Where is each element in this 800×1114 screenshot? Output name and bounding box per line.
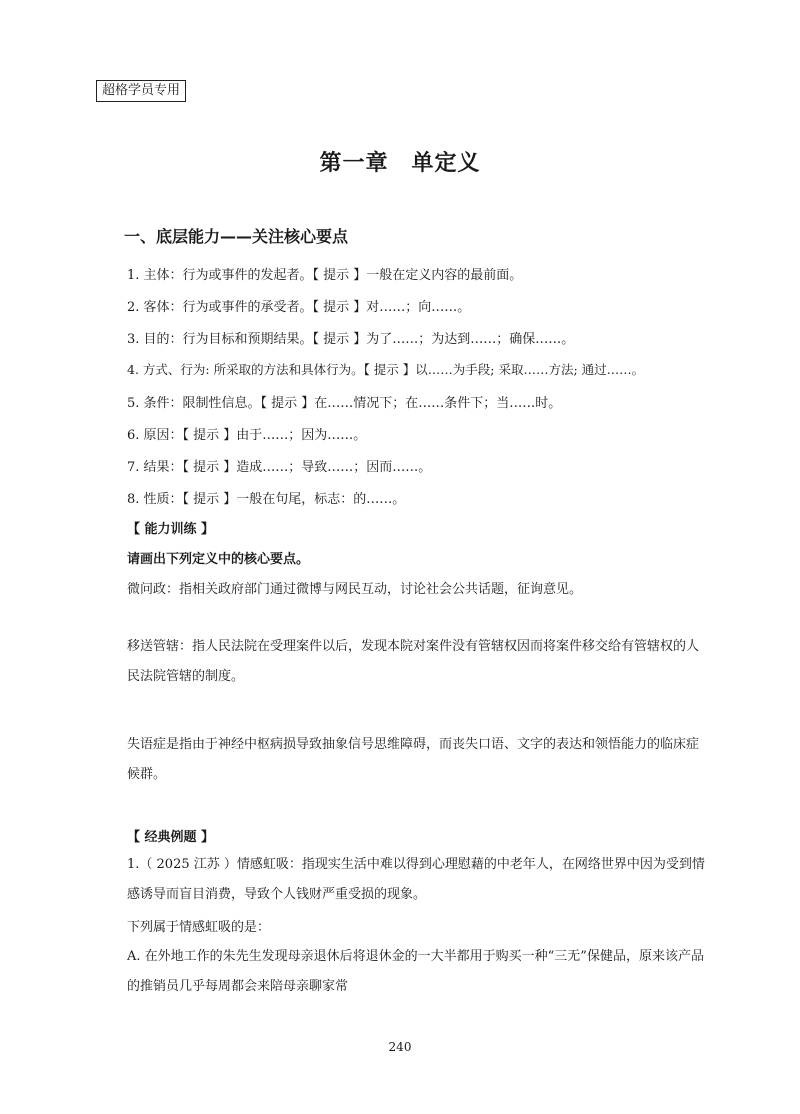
chapter-title: 第一章 单定义 xyxy=(319,151,481,176)
point-item: 8. 性质：【 提示 】一般在句尾，标志：的……。 xyxy=(127,492,406,507)
point-item: 7. 结果：【 提示 】造成……；导致……；因而……。 xyxy=(127,460,432,475)
point-item: 6. 原因：【 提示 】由于……；因为……。 xyxy=(127,428,367,443)
training-heading: 【 能力训练 】 xyxy=(127,522,215,537)
point-item: 5. 条件：限制性信息。【 提示 】在……情况下；在……条件下；当……时。 xyxy=(127,396,562,411)
training-item: 失语症是指由于神经中枢病损导致抽象信号思维障碍，而丧失口语、文字的表达和领悟能力的临床症候群。 xyxy=(127,737,700,782)
page-number: 240 xyxy=(388,1040,412,1054)
member-only-label: 超格学员专用 xyxy=(96,80,186,102)
training-instruction: 请画出下列定义中的核心要点。 xyxy=(127,552,310,567)
example-question: 1.（ 2025 江苏 ）情感虹吸：指现实生活中难以得到心理慰藉的中老年人，在网络世界中因为受到情感诱导而盲目消费，导致个人钱财严重受损的现象。 xyxy=(127,857,705,902)
option-a: A. 在外地工作的朱先生发现母亲退休后将退休金的一大半都用于购买一种“三无”保健品，原来该产品的推销员几乎每周都会来陪母亲聊家常 xyxy=(127,949,704,994)
point-item: 4. 方式、行为: 所采取的方法和具体行为。【 提示 】以……为手段; 采取……方法; 通过……。 xyxy=(127,362,645,377)
example-prompt: 下列属于情感虹吸的是： xyxy=(127,920,271,935)
example-heading: 【 经典例题 】 xyxy=(127,830,215,845)
point-item: 2. 客体：行为或事件的承受者。【 提示 】对……；向……。 xyxy=(127,300,471,315)
section-title: 一、底层能力——关注核心要点 xyxy=(124,227,349,246)
point-item: 1. 主体：行为或事件的发起者。【 提示 】一般在定义内容的最前面。 xyxy=(127,268,523,283)
training-item: 移送管辖：指人民法院在受理案件以后，发现本院对案件没有管辖权因而将案件移交给有管辖权的人民法院管辖的制度。 xyxy=(127,639,700,684)
point-item: 3. 目的：行为目标和预期结果。【 提示 】为了……；为达到……；确保……。 xyxy=(127,332,575,347)
training-item: 微问政：指相关政府部门通过微博与网民互动，讨论社会公共话题，征询意见。 xyxy=(127,582,583,597)
